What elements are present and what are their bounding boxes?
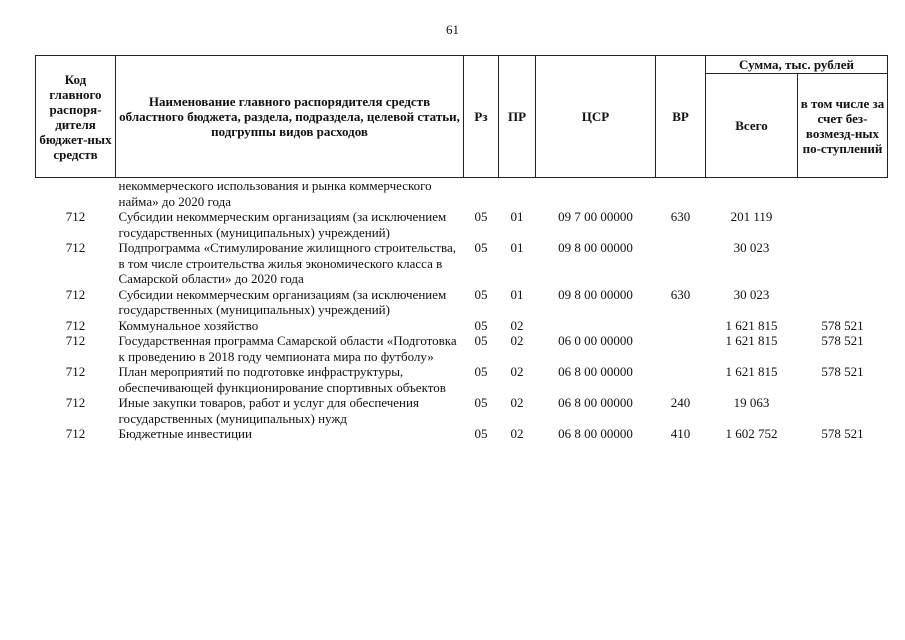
cell-code: 712 bbox=[65, 286, 86, 302]
cell-name: Иные закупки товаров, работ и услуг для обеспечения государственных (муниципальных) нужд bbox=[118, 395, 419, 426]
cell-csr: 06 0 00 00000 bbox=[558, 333, 633, 348]
cell-total: 201 119 bbox=[730, 209, 773, 224]
cell-rz: 05 bbox=[474, 426, 488, 441]
cell-code: 712 bbox=[65, 333, 86, 348]
budget-table bbox=[35, 55, 888, 442]
cell-csr: 09 7 00 00000 bbox=[558, 209, 633, 224]
cell-vr: 410 bbox=[670, 426, 691, 441]
cell-free bbox=[798, 209, 888, 240]
cell-rz: 05 bbox=[474, 395, 488, 410]
cell-rz: 05 bbox=[474, 364, 488, 379]
cell-pr: 02 bbox=[510, 395, 524, 410]
cell-csr: 09 8 00 00000 bbox=[558, 286, 633, 302]
table-row bbox=[36, 333, 888, 364]
table-row bbox=[36, 364, 888, 395]
header-code: Код главного распоря-дителя бюджет-ных средств bbox=[36, 56, 116, 178]
cell-vr: 630 bbox=[670, 209, 691, 224]
cell-free: 578 521 bbox=[821, 426, 864, 441]
cell-free: 578 521 bbox=[821, 317, 864, 333]
cell-free: 578 521 bbox=[821, 364, 864, 379]
cell-total: 1 621 815 bbox=[725, 317, 778, 333]
cell-pr: 02 bbox=[510, 364, 524, 379]
cell-code: 712 bbox=[65, 395, 86, 410]
table-row bbox=[36, 287, 888, 318]
cell-pr: 02 bbox=[510, 426, 524, 441]
cell-free: 578 521 bbox=[821, 333, 864, 348]
header-csr: ЦСР bbox=[536, 56, 656, 178]
cell-code: 712 bbox=[65, 240, 86, 255]
cell-rz: 05 bbox=[474, 209, 488, 224]
header-name: Наименование главного распорядителя средств областного бюджета, раздела, подраздела, целевой статьи, подгруппы видов расходов bbox=[116, 56, 464, 178]
cell-csr bbox=[536, 318, 656, 334]
cell-name: Субсидии некоммерческим организациям (за исключением государственных (муниципальных) учреждений) bbox=[118, 209, 447, 240]
cell-vr: 240 bbox=[670, 395, 691, 410]
cell-pr: 01 bbox=[510, 286, 524, 302]
header-rz: Рз bbox=[464, 56, 499, 178]
header-pr: ПР bbox=[499, 56, 536, 178]
cell-vr: 630 bbox=[670, 286, 691, 302]
cell-vr bbox=[656, 240, 706, 287]
cell-total: 1 621 815 bbox=[725, 333, 778, 348]
table-row bbox=[36, 426, 888, 442]
cell-vr bbox=[656, 178, 706, 210]
cell-name: Государственная программа Самарской области «Подготовка к проведению в 2018 году чемпионата мира по футболу» bbox=[118, 333, 457, 364]
page-number: 61 bbox=[446, 22, 459, 37]
cell-code: 712 bbox=[65, 364, 86, 379]
cell-rz: 05 bbox=[474, 286, 488, 302]
cell-code: 712 bbox=[65, 426, 86, 441]
cell-pr: 01 bbox=[510, 209, 524, 224]
cell-total: 1 602 752 bbox=[725, 426, 778, 441]
cell-total: 19 063 bbox=[733, 395, 770, 410]
cell-free bbox=[798, 395, 888, 426]
table-row bbox=[36, 318, 888, 334]
cell-rz: 05 bbox=[474, 240, 488, 255]
cell-vr bbox=[656, 318, 706, 334]
cell-rz bbox=[464, 178, 499, 210]
cell-csr: 06 8 00 00000 bbox=[558, 395, 633, 410]
header-free: в том числе за счет без-возмезд-ных по-ступлений bbox=[798, 74, 888, 178]
table-row bbox=[36, 240, 888, 287]
cell-name: План мероприятий по подготовке инфраструктуры, обеспечивающей функционирование спортивных объектов bbox=[118, 364, 446, 395]
cell-name: Субсидии некоммерческим организациям (за исключением государственных (муниципальных) учреждений) bbox=[118, 286, 447, 317]
table-row bbox=[36, 178, 888, 210]
cell-pr: 01 bbox=[510, 240, 524, 255]
cell-name: некоммерческого использования и рынка коммерческого найма» до 2020 года bbox=[118, 178, 432, 209]
cell-free bbox=[798, 178, 888, 210]
header-total: Всего bbox=[706, 74, 798, 178]
table-row bbox=[36, 395, 888, 426]
cell-rz: 05 bbox=[474, 333, 488, 348]
cell-rz: 05 bbox=[474, 317, 488, 333]
cell-vr bbox=[656, 364, 706, 395]
cell-total: 30 023 bbox=[733, 240, 770, 255]
cell-csr: 06 8 00 00000 bbox=[558, 426, 633, 441]
header-sum: Сумма, тыс. рублей bbox=[706, 56, 888, 74]
cell-name: Бюджетные инвестиции bbox=[118, 426, 252, 441]
cell-name: Коммунальное хозяйство bbox=[118, 317, 259, 333]
cell-vr bbox=[656, 333, 706, 364]
cell-total: 1 621 815 bbox=[725, 364, 778, 379]
cell-free bbox=[798, 240, 888, 287]
cell-csr bbox=[536, 178, 656, 210]
cell-code: 712 bbox=[65, 317, 86, 333]
cell-name: Подпрограмма «Стимулирование жилищного строительства, в том числе строительства жилья экономического класса в Самарской области» до 2020 года bbox=[118, 240, 456, 286]
cell-code: 712 bbox=[65, 209, 86, 224]
header-vr: ВР bbox=[656, 56, 706, 178]
cell-free bbox=[798, 287, 888, 318]
cell-pr bbox=[499, 178, 536, 210]
cell-pr: 02 bbox=[510, 333, 524, 348]
cell-total bbox=[706, 178, 798, 210]
cell-total: 30 023 bbox=[733, 286, 770, 302]
cell-csr: 06 8 00 00000 bbox=[558, 364, 633, 379]
cell-code bbox=[36, 178, 116, 210]
table-row bbox=[36, 209, 888, 240]
cell-pr: 02 bbox=[510, 317, 524, 333]
cell-csr: 09 8 00 00000 bbox=[558, 240, 633, 255]
